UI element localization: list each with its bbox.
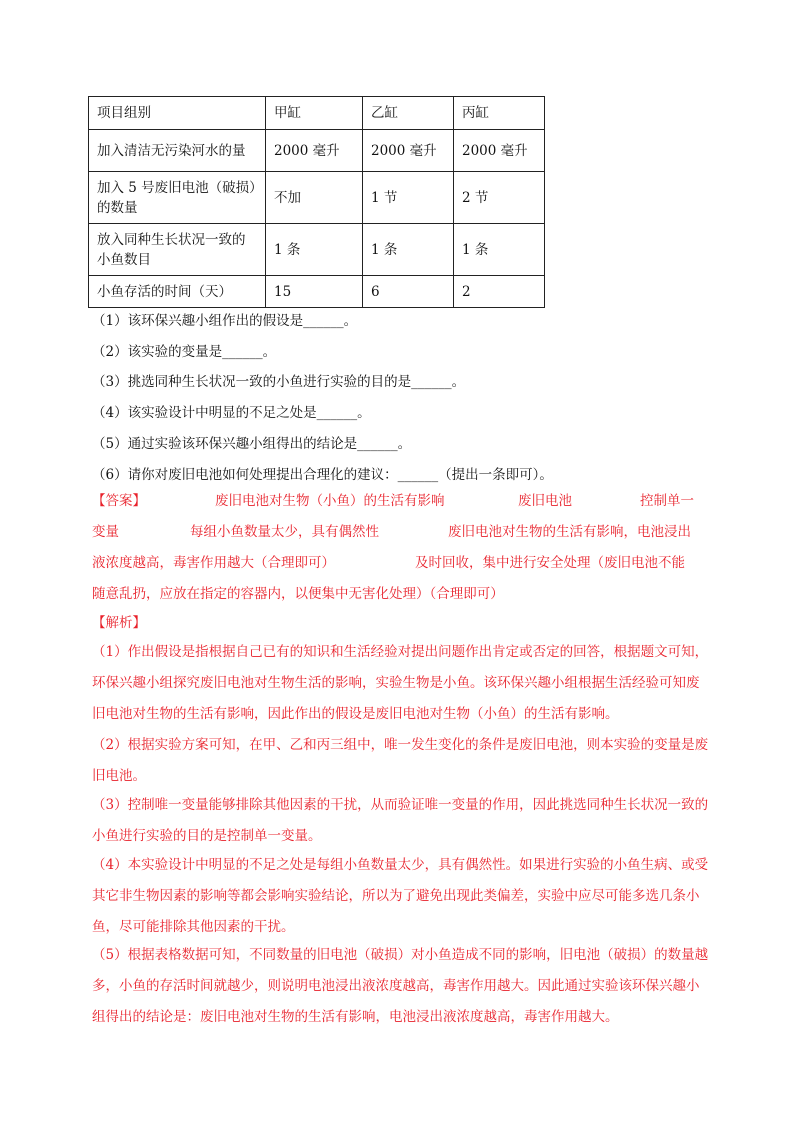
analysis-paragraph: （2）根据实验方案可知，在甲、乙和丙三组中，唯一发生变化的条件是废旧电池，则本实验的变量是废旧电池。: [92, 737, 709, 784]
table-cell: 1 节: [363, 172, 454, 224]
table-cell: 2000 毫升: [363, 130, 454, 172]
table-cell: 乙缸: [363, 97, 454, 130]
table-row: [89, 130, 545, 172]
table-cell: 不加: [266, 172, 363, 224]
answer-item: 废旧电池: [518, 493, 572, 509]
answer-item: 废旧电池对生物（小鱼）的生活有影响: [215, 493, 445, 509]
answer-item: 每组小鱼数量太少，具有偶然性: [190, 524, 379, 540]
experiment-table: [88, 96, 545, 308]
table-cell: 项目组别: [89, 97, 266, 130]
table-cell: 1 条: [454, 224, 545, 276]
table-cell: 放入同种生长状况一致的小鱼数目: [89, 224, 266, 276]
question-3: （3）挑选同种生长状况一致的小鱼进行实验的目的是______。: [92, 374, 466, 390]
table-cell: 15: [266, 276, 363, 308]
table-cell: 1 条: [363, 224, 454, 276]
table-row: [89, 97, 545, 130]
question-4: （4）该实验设计中明显的不足之处是______。: [92, 405, 371, 421]
table-cell: 2000 毫升: [454, 130, 545, 172]
answer-item: 废旧电池对生物的生活有影响，电池浸出: [448, 524, 691, 540]
table-cell: 加入 5 号废旧电池（破损）的数量: [89, 172, 266, 224]
table-cell: 6: [363, 276, 454, 308]
table-cell: 丙缸: [454, 97, 545, 130]
answer-item: 控制单一: [640, 493, 694, 509]
answer-item: 变量: [92, 524, 119, 540]
question-1: （1）该环保兴趣小组作出的假设是______。: [92, 313, 358, 329]
table-row: [89, 276, 545, 308]
analysis-paragraph: （1）作出假设是指根据自己已有的知识和生活经验对提出问题作出肯定或否定的回答，根据题文可知，环保兴趣小组探究废旧电池对生物生活的影响，实验生物是小鱼。该环保兴趣小组根据生活经验可知废旧电池对生物的生活有影响，因此作出的假设是废旧电池对生物（小鱼）的生活有影响。: [92, 644, 709, 722]
analysis-tag: 【解析】: [92, 615, 146, 631]
question-5: （5）通过实验该环保兴趣小组得出的结论是______。: [92, 436, 412, 452]
table-cell: 甲缸: [266, 97, 363, 130]
answer-tag: 【答案】: [92, 493, 146, 509]
table-cell: 2: [454, 276, 545, 308]
answer-item: 及时回收，集中进行安全处理（废旧电池不能: [415, 555, 685, 571]
table-cell: 加入清洁无污染河水的量: [89, 130, 266, 172]
answer-item: 随意乱扔，应放在指定的容器内，以便集中无害化处理）（合理即可）: [92, 586, 504, 602]
table-row: [89, 224, 545, 276]
analysis-paragraph: （4）本实验设计中明显的不足之处是每组小鱼数量太少，具有偶然性。如果进行实验的小鱼生病、或受其它非生物因素的影响等都会影响实验结论，所以为了避免出现此类偏差，实验中应尽可能多选几条小鱼，尽可能排除其他因素的干扰。: [92, 857, 709, 935]
table-cell: 2 节: [454, 172, 545, 224]
analysis-paragraph: （3）控制唯一变量能够排除其他因素的干扰，从而验证唯一变量的作用，因此挑选同种生长状况一致的小鱼进行实验的目的是控制单一变量。: [92, 797, 709, 844]
table-cell: 小鱼存活的时间（天）: [89, 276, 266, 308]
answer-item: 液浓度越高，毒害作用越大（合理即可）: [92, 555, 335, 571]
table-row: [89, 172, 545, 224]
table-cell: 2000 毫升: [266, 130, 363, 172]
analysis-paragraph: （5）根据表格数据可知，不同数量的旧电池（破损）对小鱼造成不同的影响，旧电池（破损）的数量越多，小鱼的存活时间就越少，则说明电池浸出液浓度越高，毒害作用越大。因此通过实验该环保兴趣小组得出的结论是：废旧电池对生物的生活有影响，电池浸出液浓度越高，毒害作用越大。: [92, 947, 709, 1025]
question-6: （6）请你对废旧电池如何处理提出合理化的建议：______（提出一条即可）。: [92, 467, 553, 483]
table-cell: 1 条: [266, 224, 363, 276]
question-2: （2）该实验的变量是______。: [92, 344, 277, 360]
